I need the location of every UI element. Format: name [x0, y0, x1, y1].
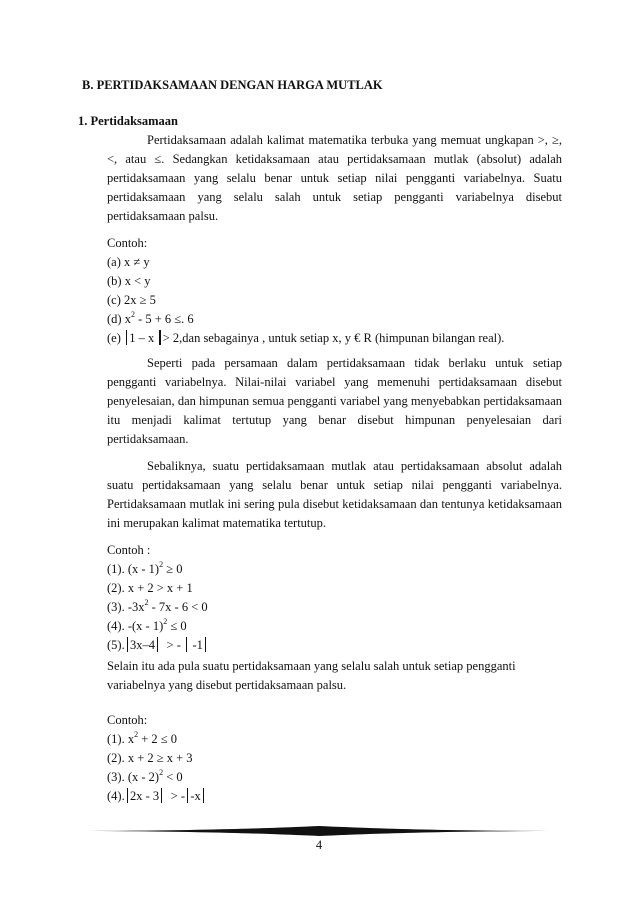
absolute-bar: [187, 788, 188, 803]
page-number: 4: [315, 838, 323, 852]
absolute-bar: [127, 788, 128, 803]
example-item: (1). (x - 1)$^2$ ≥ 0: [107, 559, 183, 576]
footer-rule: [75, 824, 563, 838]
examples-group-3: [107, 711, 562, 806]
paragraph-solution: [107, 354, 562, 449]
paragraph-false-inequality: [107, 657, 562, 695]
example-item: (1). $x^2 + 2 \le 0$: [107, 729, 177, 746]
absolute-bar: [205, 637, 206, 652]
section-title: B. PERTIDAKSAMAAN DENGAN HARGA MUTLAK: [82, 78, 383, 92]
examples-group-1: [107, 234, 562, 348]
examples-label: Contoh :: [107, 543, 151, 557]
absolute-bar: [157, 637, 158, 652]
example-item: (a) x ≠ y: [107, 255, 150, 269]
absolute-bar: [126, 330, 127, 345]
example-item: (3). $-3x^2 - 7x - 6 < 0$: [107, 597, 208, 614]
absolute-bar: [203, 788, 204, 803]
example-item: (3). (x - 2)$^2$ < 0: [107, 767, 183, 784]
paragraph-definition: [107, 131, 562, 226]
examples-label: Contoh:: [107, 236, 148, 250]
example-item: (b) x < y: [107, 274, 151, 288]
example-item: (e) 1 – x > 2,dan sebagainya , untuk setiap x, y € R (himpunan bilangan real).: [107, 331, 505, 345]
paragraph-absolute: [107, 457, 562, 533]
example-item: (d) $x^2 - 5 + 6$ ≤. 6: [107, 309, 194, 326]
example-item: (2). x + 2 > x + 1: [107, 581, 193, 595]
absolute-bar: [127, 637, 128, 652]
example-item: (c) 2x ≥ 5: [107, 293, 156, 307]
absolute-bar: [186, 637, 187, 652]
example-item: (4). 2x - 3 > - -x: [107, 787, 562, 806]
paragraph-text: Selain itu ada pula suatu pertidaksamaan yang selalu salah untuk setiap pengganti variabelnya yang disebut pertidaksamaan palsu.: [107, 659, 516, 692]
example-item: (5). 3x–4 > - -1: [107, 636, 562, 655]
paragraph-text: Sebaliknya, suatu pertidaksamaan mutlak atau pertidaksamaan absolut adalah suatu pertidaksamaan yang selalu benar untuk setiap nilai pengganti variabelnya. Pertidaksamaan mutlak ini sering pula disebut ketidaksamaan dan tentunya ketidaksamaan ini merupakan kalimat matematika tertutup.: [107, 459, 562, 530]
example-item: (2). x + 2 ≥ x + 3: [107, 751, 193, 765]
absolute-bar: [159, 330, 160, 345]
example-item: (4). -(x - 1)$^2$ ≤ 0: [107, 616, 187, 633]
subsection-title: 1. Pertidaksamaan: [78, 114, 178, 128]
examples-label: Contoh:: [107, 713, 148, 727]
examples-group-2: [107, 541, 562, 655]
paragraph-text: Seperti pada persamaan dalam pertidaksamaan tidak berlaku untuk setiap pengganti variabelnya. Nilai-nilai variabel yang memenuhi pertidaksamaan disebut penyelesaian, dan himpunan semua pengganti variabel yang menyebabkan pertidaksamaan itu menjadi kalimat tertutup yang benar disebut himpunan penyelesaian dari pertidaksamaan.: [107, 356, 562, 446]
paragraph-text: Pertidaksamaan adalah kalimat matematika terbuka yang memuat ungkapan >, ≥, <, atau ≤. Sedangkan ketidaksamaan atau pertidaksamaan mutlak (absolut) adalah pertidaksamaan yang selalu benar untuk setiap nilai pengganti variabelnya. Suatu pertidaksamaan yang selalu salah untuk setiap pengganti variabelnya disebut pertidaksamaan palsu.: [107, 133, 562, 223]
absolute-bar: [161, 788, 162, 803]
